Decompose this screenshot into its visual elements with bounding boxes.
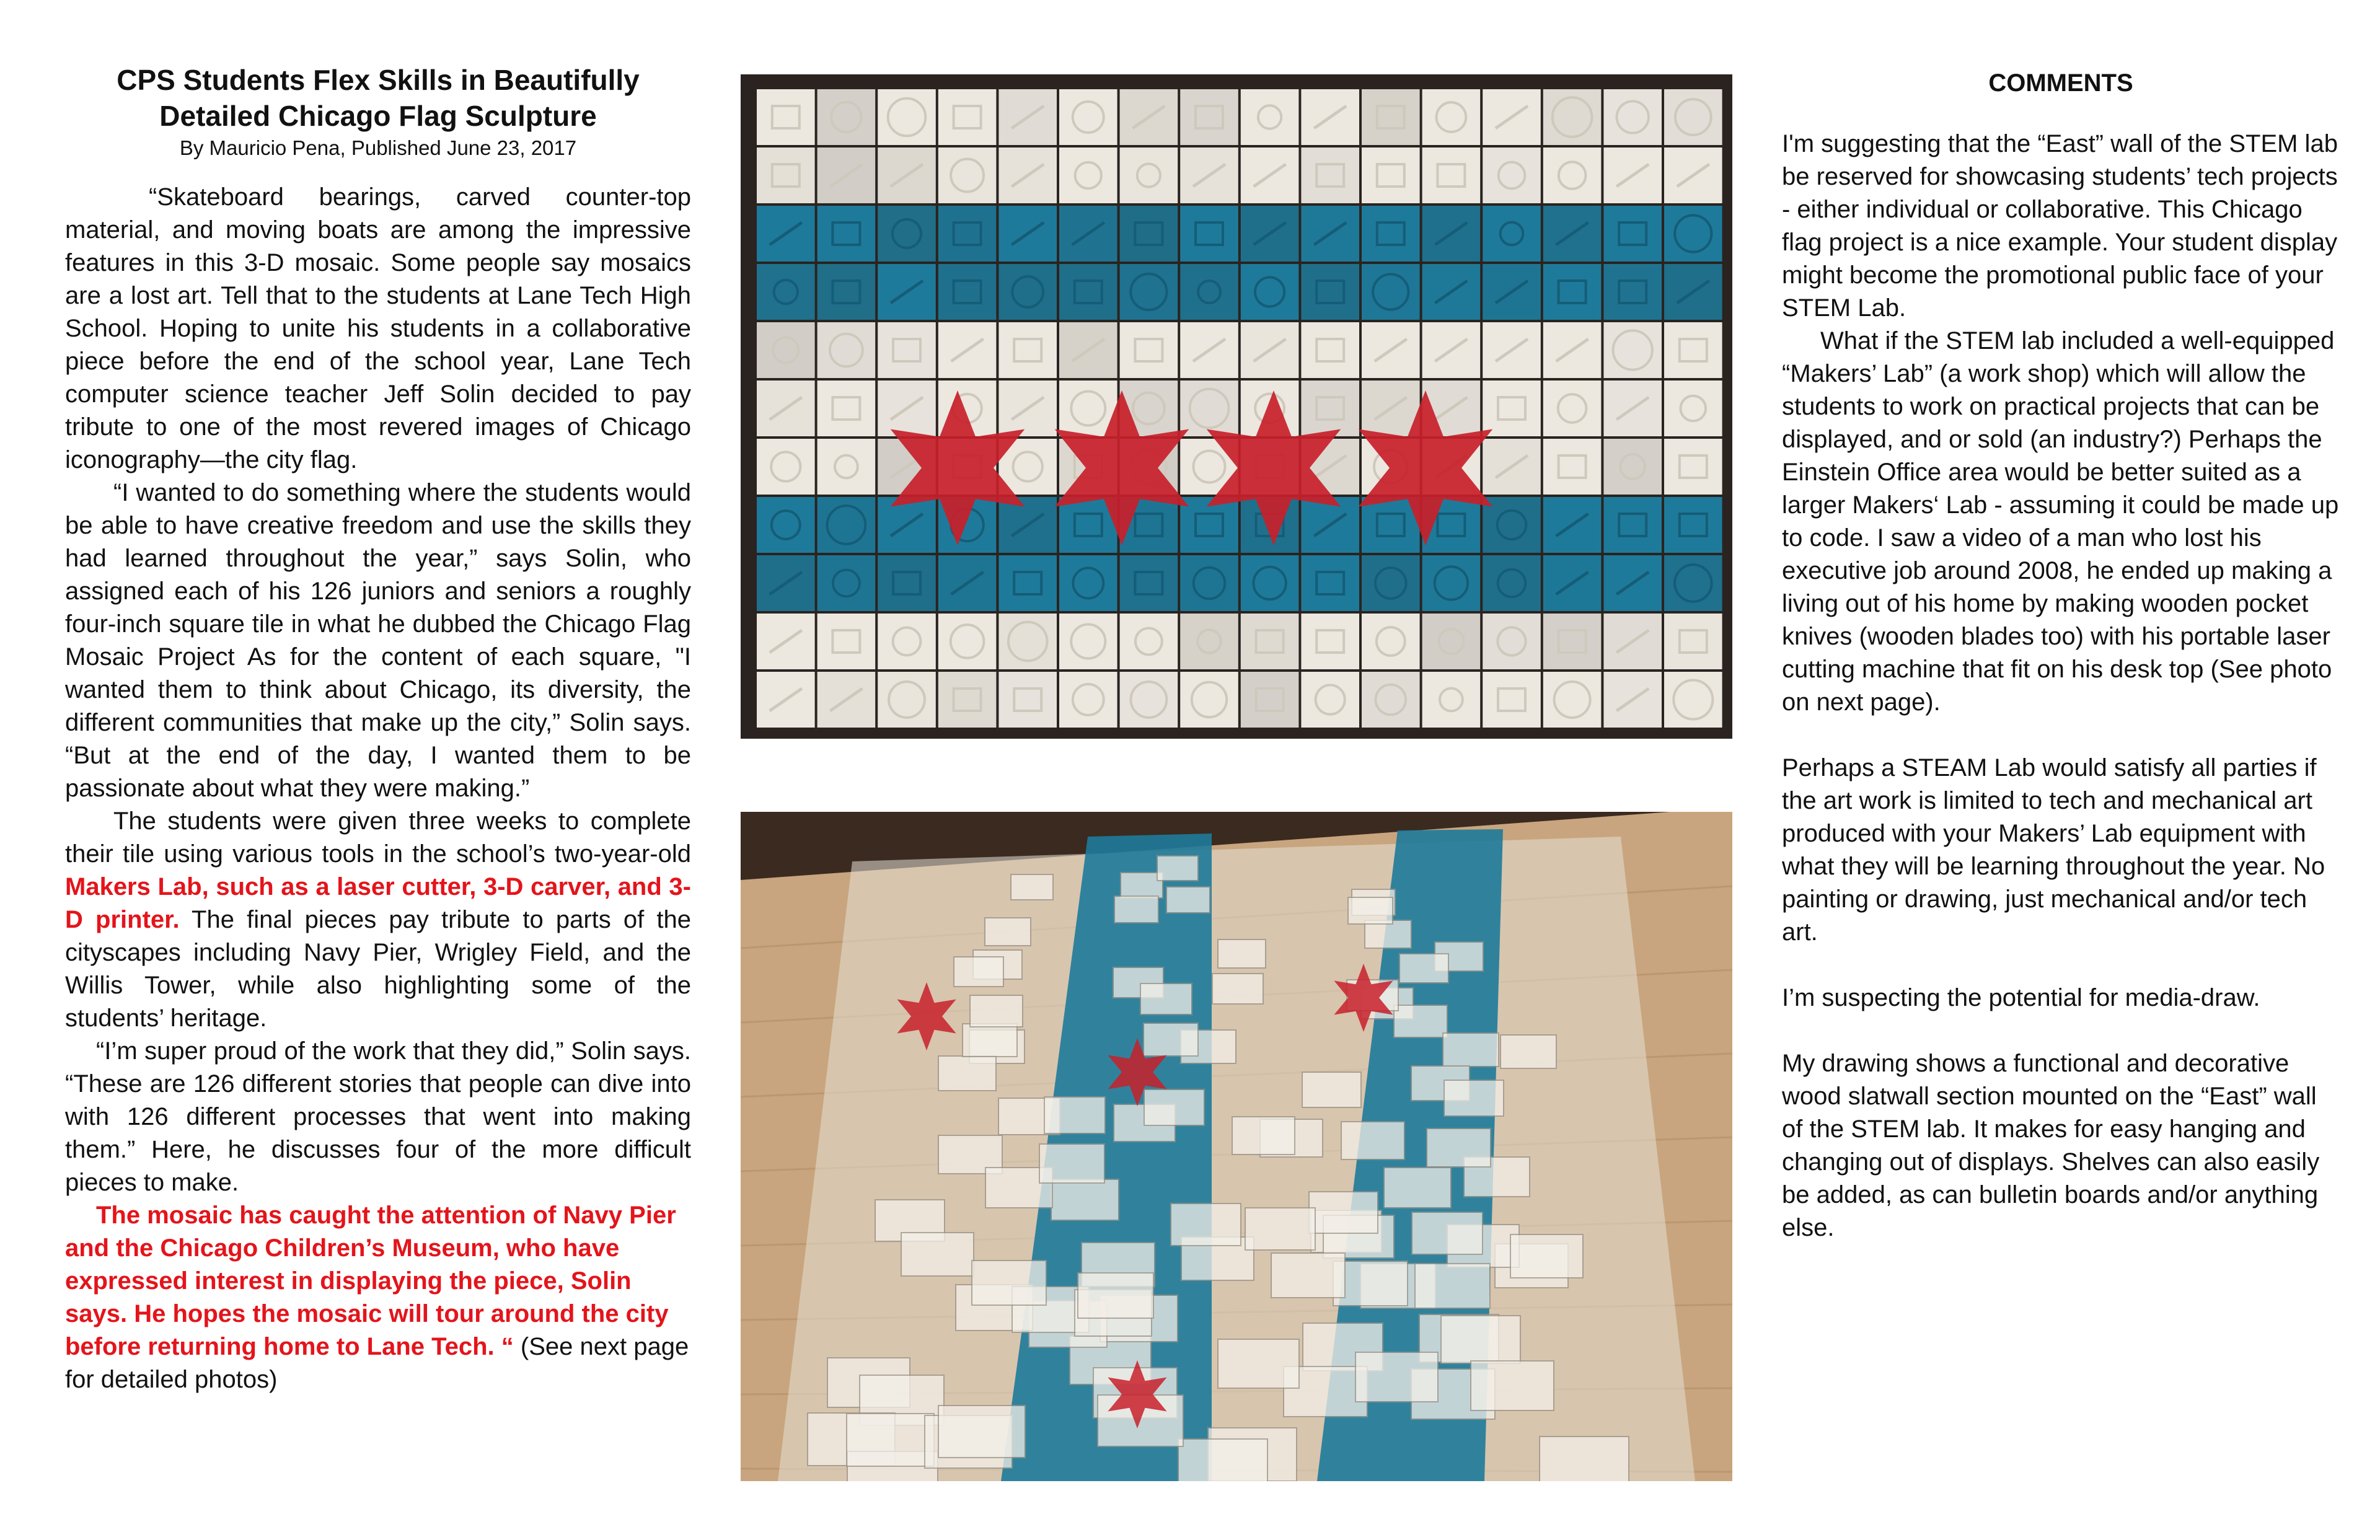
mosaic-tile xyxy=(1483,322,1541,378)
mosaic-tile xyxy=(1422,89,1481,145)
spacer xyxy=(1782,1014,2340,1047)
mosaic-tile xyxy=(1059,614,1117,669)
mosaic-tile xyxy=(818,264,876,320)
mosaic-tile xyxy=(818,497,876,553)
mosaic-tile xyxy=(1241,614,1299,669)
mosaic-tile xyxy=(1603,672,1662,728)
mosaic-tile xyxy=(1241,555,1299,611)
table-tile xyxy=(1384,1168,1451,1208)
mosaic-tile xyxy=(1483,264,1541,320)
article-column xyxy=(65,62,691,1396)
mosaic-tile xyxy=(998,672,1057,728)
byline: By Mauricio Pena, Published June 23, 2017 xyxy=(179,136,577,159)
table-tile xyxy=(1399,954,1448,983)
mosaic-tile xyxy=(1422,206,1481,262)
table-tile xyxy=(1218,939,1266,968)
mosaic-tile xyxy=(1603,497,1662,553)
mosaic-tile xyxy=(1301,555,1359,611)
mosaic-tile xyxy=(1543,147,1602,203)
mosaic-tile xyxy=(1543,439,1602,495)
mosaic-tile xyxy=(757,672,815,728)
mosaic-tile xyxy=(878,497,936,553)
table-tile xyxy=(972,1261,1046,1305)
mosaic-tile xyxy=(1120,672,1178,728)
comment-3: Perhaps a STEAM Lab would satisfy all parties if the art work is limited to tech and mechanical art produced with your Makers’ Lab equipment with what they will be learning throughout the year. No painting or drawing, just mechanical and/or tech art. xyxy=(1782,754,2325,946)
mosaic-tile xyxy=(1483,89,1541,145)
table-tile xyxy=(1157,856,1198,881)
table-tile xyxy=(1355,1352,1438,1402)
mosaic-tile xyxy=(878,614,936,669)
mosaic-tile xyxy=(1664,381,1722,436)
mosaic-tile xyxy=(1603,89,1662,145)
mosaic-tile xyxy=(1483,672,1541,728)
mosaic-tile xyxy=(757,322,815,378)
paragraph-5-end: (See next page for detailed photos) xyxy=(65,1333,689,1393)
mosaic-tile xyxy=(1543,322,1602,378)
mosaic-tile xyxy=(1362,264,1420,320)
table-mosaic-photo xyxy=(741,812,1732,1481)
mosaic-tile xyxy=(1603,439,1662,495)
comment-1: I'm suggesting that the “East” wall of the STEM lab be reserved for showcasing students’ tech projects - either individual or collaborative. This Chicago flag project is a nice example. Your student display might become the promotional public face of your STEM Lab. xyxy=(1782,130,2338,322)
mosaic-tile xyxy=(1664,672,1722,728)
table-tile xyxy=(1121,873,1163,898)
mosaic-tile xyxy=(818,381,876,436)
mosaic-tile xyxy=(1301,672,1359,728)
mosaic-tile xyxy=(1664,439,1722,495)
table-tile xyxy=(1039,1144,1104,1183)
mosaic-tile xyxy=(1422,147,1481,203)
comment-4: I’m suspecting the potential for media-draw. xyxy=(1782,984,2260,1011)
mosaic-tile xyxy=(998,264,1057,320)
makers-lab-highlight: Makers Lab, such as a laser cutter, 3-D carver, and 3-D printer. xyxy=(65,873,691,933)
mosaic-tile xyxy=(1180,555,1238,611)
mosaic-tile xyxy=(818,147,876,203)
comment-2: What if the STEM lab included a well-equipped “Makers’ Lab” (a work shop) which will allow the students to work on practical projects that can be displayed, and or sold (an industry?) Perhaps the Einstein Office area would be better suited as a larger Makers‘ Lab - assuming it could be made up to code. I saw a video of a man who lost his executive job around 2008, he ended up making a living out of his home by making wooden pocket knives (wooden blades too) with his portable laser cutting machine that fit on his desk top (See photo on next page). xyxy=(1782,327,2339,716)
mosaic-tile xyxy=(1059,555,1117,611)
flag-mosaic-image xyxy=(741,74,1732,739)
mosaic-tile xyxy=(1603,322,1662,378)
mosaic-tile xyxy=(998,614,1057,669)
mosaic-tile xyxy=(1543,672,1602,728)
mosaic-tile xyxy=(878,264,936,320)
mosaic-tile xyxy=(757,614,815,669)
mosaic-tile xyxy=(1059,264,1117,320)
mosaic-tile xyxy=(938,322,997,378)
mosaic-tile xyxy=(1362,322,1420,378)
article-body xyxy=(65,181,691,1396)
table-tile xyxy=(1302,1072,1361,1107)
mosaic-tile xyxy=(1664,614,1722,669)
mosaic-tile xyxy=(1180,322,1238,378)
table-tile xyxy=(1471,1361,1554,1410)
table-tile xyxy=(1540,1437,1629,1481)
mosaic-tile xyxy=(1362,89,1420,145)
table-tile xyxy=(1114,896,1158,923)
mosaic-tile xyxy=(1543,614,1602,669)
spacer xyxy=(1782,719,2340,752)
mosaic-tile xyxy=(1241,322,1299,378)
mosaic-tile xyxy=(1301,381,1359,436)
mosaic-tile xyxy=(878,555,936,611)
mosaic-tile xyxy=(1664,147,1722,203)
paragraph-4: “I’m super proud of the work that they did,” Solin says. “These are 126 different stories that people can dive into with 126 different processes that went into making them.” Here, he discusses four of the more difficult pieces to make. xyxy=(65,1037,691,1196)
mosaic-tile xyxy=(1422,264,1481,320)
mosaic-tile xyxy=(818,89,876,145)
mosaic-tile xyxy=(1543,264,1602,320)
mosaic-tile xyxy=(1301,89,1359,145)
mosaic-tile xyxy=(1301,497,1359,553)
mosaic-tile xyxy=(1543,497,1602,553)
comments-heading: COMMENTS xyxy=(1988,69,2133,97)
table-tile xyxy=(1171,1203,1241,1246)
mosaic-tile xyxy=(1059,206,1117,262)
mosaic-tile xyxy=(1603,614,1662,669)
mosaic-tile xyxy=(1483,555,1541,611)
mosaic-tile xyxy=(1180,147,1238,203)
mosaic-tile xyxy=(757,206,815,262)
table-tile xyxy=(1341,1122,1404,1159)
mosaic-tile xyxy=(1664,264,1722,320)
mosaic-tile xyxy=(1241,672,1299,728)
mosaic-tile xyxy=(1120,206,1178,262)
paragraph-5 xyxy=(65,1199,691,1396)
mosaic-tile xyxy=(1483,206,1541,262)
mosaic-tile xyxy=(818,322,876,378)
table-tile xyxy=(1166,887,1210,913)
mosaic-tile xyxy=(1059,672,1117,728)
mosaic-tile xyxy=(998,555,1057,611)
mosaic-tile xyxy=(1664,206,1722,262)
mosaic-tile xyxy=(1422,322,1481,378)
mosaic-tile xyxy=(1241,264,1299,320)
mosaic-tile xyxy=(818,555,876,611)
mosaic-tile xyxy=(1664,497,1722,553)
spacer xyxy=(1782,949,2340,982)
mosaic-tile xyxy=(998,89,1057,145)
table-tile xyxy=(1394,1005,1447,1037)
mosaic-tile xyxy=(1422,614,1481,669)
mosaic-tile xyxy=(1422,672,1481,728)
table-tile xyxy=(1510,1234,1583,1278)
table-tile xyxy=(1218,1339,1299,1388)
table-tile xyxy=(963,1024,1017,1057)
mosaic-tile xyxy=(1180,672,1238,728)
mosaic-tile xyxy=(1362,555,1420,611)
mosaic-tile xyxy=(1241,147,1299,203)
mosaic-tile xyxy=(1059,322,1117,378)
mosaic-tile xyxy=(1301,322,1359,378)
paragraph-3-end: The final pieces pay tribute to parts of the cityscapes including Navy Pier, Wrigley Field, and the Willis Tower, while also highlighting some of the students’ heritage. xyxy=(65,906,692,1032)
mosaic-tile xyxy=(1301,147,1359,203)
mosaic-tile xyxy=(998,147,1057,203)
mosaic-tile xyxy=(998,381,1057,436)
mosaic-tile xyxy=(757,381,815,436)
mosaic-tile xyxy=(1180,614,1238,669)
table-tile xyxy=(1427,1129,1491,1167)
table-tile xyxy=(847,1414,934,1466)
comment-5: My drawing shows a functional and decorative wood slatwall section mounted on the “East” wall of the STEM lab. It makes for easy hanging and changing out of displays. Shelves can also easily be added, as can bulletin boards and/or anything else. xyxy=(1782,1050,2320,1241)
mosaic-tile xyxy=(1603,147,1662,203)
mosaic-tile xyxy=(878,381,936,436)
mosaic-tile xyxy=(1603,206,1662,262)
mosaic-tile xyxy=(1543,89,1602,145)
table-tile xyxy=(1144,1023,1198,1056)
mosaic-tile xyxy=(1180,206,1238,262)
mosaic-tile xyxy=(1603,264,1662,320)
mosaic-tile xyxy=(1241,89,1299,145)
table-tile xyxy=(954,957,1003,987)
table-tile xyxy=(1078,1273,1153,1318)
table-tile xyxy=(1441,1316,1520,1363)
table-tile xyxy=(1212,974,1263,1004)
mosaic-tile xyxy=(938,672,997,728)
mosaic-tile xyxy=(1241,206,1299,262)
mosaic-tile xyxy=(1120,614,1178,669)
mosaic-tile xyxy=(1543,381,1602,436)
paragraph-3-start: The students were given three weeks to complete their tile using various tools in the school’s two-year-old xyxy=(65,807,691,868)
mosaic-tile xyxy=(878,672,936,728)
mosaic-tile xyxy=(878,89,936,145)
mosaic-tile xyxy=(1120,147,1178,203)
mosaic-tile xyxy=(938,147,997,203)
table-tile xyxy=(1412,1212,1483,1254)
mosaic-tile xyxy=(757,439,815,495)
table-tile xyxy=(1044,1097,1105,1133)
paragraph-2: “I wanted to do something where the students would be able to have creative freedom and use the skills they had learned throughout the year,” says Solin, who assigned each of his 126 juniors and seniors a roughly four-inch square tile in what he dubbed the Chicago Flag Mosaic Project As for the content of each square, "I wanted them to think about Chicago, its diversity, the different communities that make up the city,” Solin says. “But at the end of the day, I wanted them to be passionate about what they were making.” xyxy=(65,479,691,802)
mosaic-tile xyxy=(1483,614,1541,669)
mosaic-tile xyxy=(1180,264,1238,320)
mosaic-tile xyxy=(1120,555,1178,611)
table-mosaic-image xyxy=(741,812,1732,1481)
mosaic-tile xyxy=(818,614,876,669)
table-tile xyxy=(1144,1089,1204,1125)
mosaic-tile xyxy=(1362,206,1420,262)
table-tile xyxy=(1245,1208,1315,1250)
mosaic-tile xyxy=(818,439,876,495)
mosaic-tile xyxy=(878,206,936,262)
mosaic-tile xyxy=(938,89,997,145)
title-line-2: Detailed Chicago Flag Sculpture xyxy=(159,100,597,132)
mosaic-tile xyxy=(1059,89,1117,145)
mosaic-tile xyxy=(1603,381,1662,436)
table-tile xyxy=(938,1406,1025,1458)
mosaic-tile xyxy=(1301,206,1359,262)
mosaic-tile xyxy=(1483,439,1541,495)
table-tile xyxy=(1348,897,1393,924)
mosaic-tile xyxy=(998,206,1057,262)
mosaic-tile xyxy=(757,497,815,553)
flag-mosaic-photo xyxy=(741,74,1732,739)
mosaic-tile xyxy=(998,322,1057,378)
table-tile xyxy=(1443,1033,1499,1067)
table-tile xyxy=(1271,1253,1345,1298)
mosaic-tile xyxy=(1543,555,1602,611)
table-tile xyxy=(970,995,1023,1027)
table-tile xyxy=(1501,1035,1556,1068)
mosaic-tile xyxy=(1180,381,1238,436)
mosaic-tile xyxy=(878,322,936,378)
table-tile xyxy=(1309,1192,1378,1233)
table-tile xyxy=(1415,1264,1490,1308)
mosaic-tile xyxy=(938,264,997,320)
mosaic-attention-highlight: The mosaic has caught the attention of Navy Pier and the Chicago Children’s Museum, who have expressed interest in displaying the piece, Solin says. He hopes the mosaic will tour around the city before returning home to Lane Tech. “ xyxy=(65,1202,676,1360)
table-tile xyxy=(1051,1179,1119,1220)
mosaic-tile xyxy=(1543,206,1602,262)
mosaic-tile xyxy=(1603,555,1662,611)
mosaic-tile xyxy=(1664,555,1722,611)
mosaic-tile xyxy=(1059,147,1117,203)
mosaic-tile xyxy=(818,672,876,728)
table-tile xyxy=(985,918,1031,946)
mosaic-tile xyxy=(1301,614,1359,669)
mosaic-tile xyxy=(1362,614,1420,669)
paragraph-3 xyxy=(65,805,691,1035)
mosaic-tile xyxy=(998,497,1057,553)
paragraph-1: “Skateboard bearings, carved counter-top material, and moving boats are among the impressive features in this 3-D mosaic. Some people say mosaics are a lost art. Tell that to the students at Lane Tech High School. Hoping to unite his students in a collaborative piece before the end of the school year, Lane Tech computer science teacher Jeff Solin decided to pay tribute to one of the most revered images of Chicago iconography—the city flag. xyxy=(65,183,691,473)
mosaic-tile xyxy=(1301,264,1359,320)
table-tile xyxy=(1232,1117,1295,1155)
mosaic-tile xyxy=(757,147,815,203)
table-tile xyxy=(1140,983,1192,1014)
table-tile xyxy=(1444,1080,1504,1116)
table-tile xyxy=(901,1233,974,1276)
mosaic-tile xyxy=(1483,147,1541,203)
mosaic-tile xyxy=(1120,322,1178,378)
comments-column xyxy=(1782,62,2340,1244)
mosaic-tile xyxy=(938,206,997,262)
mosaic-tile xyxy=(878,147,936,203)
mosaic-tile xyxy=(938,555,997,611)
mosaic-tile xyxy=(1120,264,1178,320)
mosaic-tile xyxy=(1664,322,1722,378)
mosaic-tile xyxy=(1120,89,1178,145)
mosaic-tile xyxy=(938,614,997,669)
table-tile xyxy=(1011,874,1053,900)
table-tile xyxy=(1178,1439,1267,1481)
article-title xyxy=(65,62,691,134)
mosaic-tile xyxy=(1664,89,1722,145)
mosaic-tile xyxy=(1483,381,1541,436)
mosaic-tile xyxy=(1362,672,1420,728)
mosaic-tile xyxy=(1362,147,1420,203)
mosaic-tile xyxy=(757,89,815,145)
mosaic-tile xyxy=(818,206,876,262)
title-line-1: CPS Students Flex Skills in Beautifully xyxy=(117,64,640,96)
table-tile xyxy=(938,1056,996,1091)
mosaic-tile xyxy=(757,264,815,320)
mosaic-tile xyxy=(1422,555,1481,611)
mosaic-tile xyxy=(757,555,815,611)
mosaic-tile xyxy=(1180,89,1238,145)
